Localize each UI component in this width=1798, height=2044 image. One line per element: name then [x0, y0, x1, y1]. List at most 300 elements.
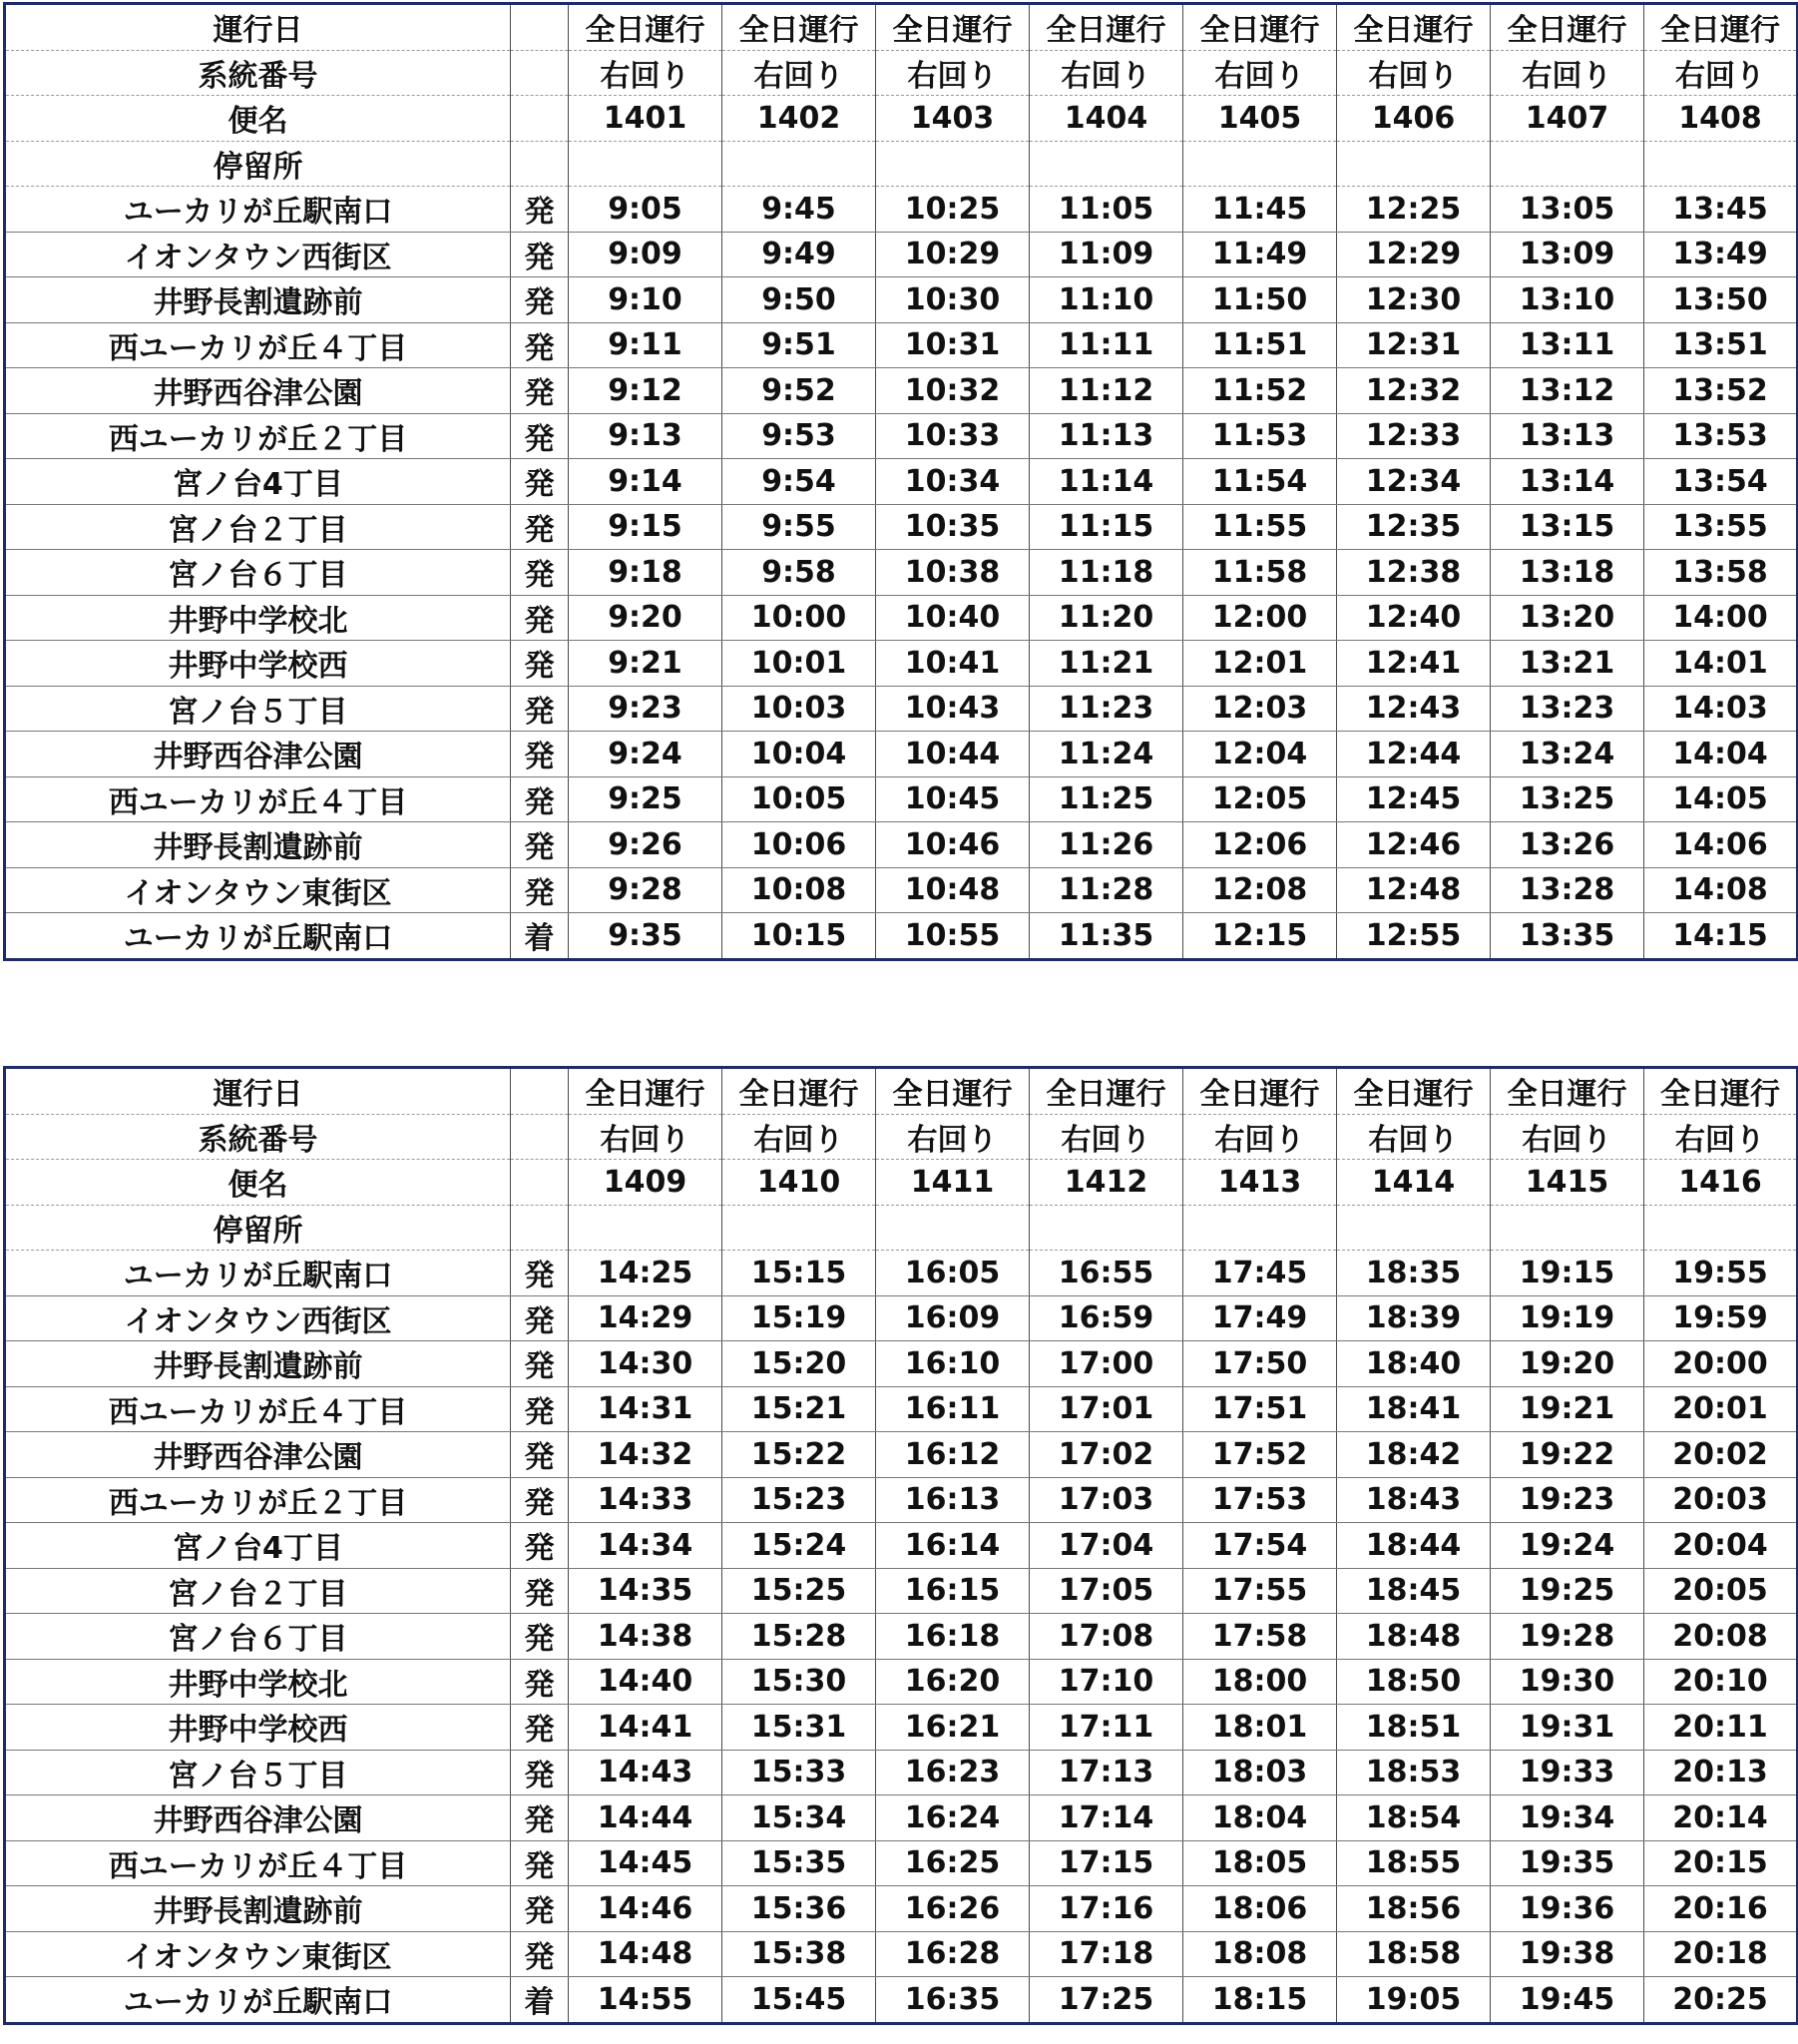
- time-cell: 20:05: [1644, 1568, 1798, 1614]
- stop-name: 宮ノ台２丁目: [5, 1568, 511, 1614]
- time-cell: 16:05: [876, 1251, 1030, 1296]
- stop-row: [5, 732, 1798, 777]
- time-cell: 9:14: [569, 459, 722, 505]
- time-cell: 18:56: [1337, 1886, 1491, 1932]
- time-cell: 18:54: [1337, 1795, 1491, 1841]
- time-cell: 16:10: [876, 1341, 1030, 1387]
- trip-day-cell: 全日運行: [569, 4, 722, 51]
- trip-trip-cell: 1412: [1030, 1160, 1183, 1206]
- trip-day-cell: 全日運行: [1183, 4, 1337, 51]
- time-cell: 10:45: [876, 776, 1030, 822]
- stop-name: イオンタウン東街区: [5, 867, 511, 913]
- departure-arrival-mark: 発: [511, 776, 569, 822]
- time-cell: 11:21: [1030, 641, 1183, 687]
- stop-name: 宮ノ台６丁目: [5, 1614, 511, 1660]
- empty-cell: [511, 96, 569, 142]
- time-cell: 12:41: [1337, 641, 1491, 687]
- time-cell: 12:06: [1183, 822, 1337, 868]
- time-cell: 14:30: [569, 1341, 722, 1387]
- time-cell: 15:36: [722, 1886, 876, 1932]
- time-cell: 16:21: [876, 1705, 1030, 1751]
- empty-cell: [1183, 1205, 1337, 1251]
- stop-row: [5, 232, 1798, 277]
- time-cell: 10:44: [876, 732, 1030, 777]
- time-cell: 18:00: [1183, 1659, 1337, 1705]
- time-cell: 10:30: [876, 277, 1030, 323]
- stop-row: [5, 867, 1798, 913]
- time-cell: 16:28: [876, 1931, 1030, 1977]
- departure-arrival-mark: 発: [511, 595, 569, 641]
- time-cell: 16:23: [876, 1750, 1030, 1795]
- time-cell: 10:15: [722, 913, 876, 960]
- departure-arrival-mark: 発: [511, 1750, 569, 1795]
- time-cell: 14:05: [1644, 776, 1798, 822]
- stop-name: 宮ノ台4丁目: [5, 1523, 511, 1569]
- time-cell: 14:06: [1644, 822, 1798, 868]
- stop-name: 井野長割遺跡前: [5, 1886, 511, 1932]
- time-cell: 17:00: [1030, 1341, 1183, 1387]
- stop-name: 井野中学校北: [5, 1659, 511, 1705]
- time-cell: 11:25: [1030, 776, 1183, 822]
- empty-cell: [1491, 141, 1644, 187]
- time-cell: 9:49: [722, 232, 876, 277]
- time-cell: 11:58: [1183, 550, 1337, 596]
- empty-cell: [722, 1205, 876, 1251]
- time-cell: 11:52: [1183, 368, 1337, 414]
- time-cell: 18:50: [1337, 1659, 1491, 1705]
- time-cell: 20:00: [1644, 1341, 1798, 1387]
- stop-row: [5, 1840, 1798, 1886]
- time-cell: 9:13: [569, 413, 722, 459]
- stop-name: イオンタウン西街区: [5, 1295, 511, 1341]
- time-cell: 19:59: [1644, 1295, 1798, 1341]
- trip-trip-cell: 1406: [1337, 96, 1491, 142]
- row-label: 運行日: [5, 4, 511, 51]
- time-cell: 16:13: [876, 1477, 1030, 1523]
- stop-row: [5, 1523, 1798, 1569]
- time-cell: 10:05: [722, 776, 876, 822]
- trip-route-cell: 右回り: [1183, 1114, 1337, 1160]
- empty-cell: [511, 1114, 569, 1160]
- time-cell: 10:25: [876, 187, 1030, 233]
- time-cell: 12:05: [1183, 776, 1337, 822]
- time-cell: 14:08: [1644, 867, 1798, 913]
- time-cell: 12:04: [1183, 732, 1337, 777]
- empty-cell: [1030, 141, 1183, 187]
- empty-cell: [876, 141, 1030, 187]
- trip-route-cell: 右回り: [1030, 1114, 1183, 1160]
- time-cell: 18:05: [1183, 1840, 1337, 1886]
- time-cell: 14:32: [569, 1432, 722, 1478]
- time-cell: 18:06: [1183, 1886, 1337, 1932]
- stop-row: [5, 504, 1798, 550]
- departure-arrival-mark: 発: [511, 232, 569, 277]
- time-cell: 13:12: [1491, 368, 1644, 414]
- time-cell: 20:15: [1644, 1840, 1798, 1886]
- time-cell: 12:25: [1337, 187, 1491, 233]
- time-cell: 10:00: [722, 595, 876, 641]
- time-cell: 19:20: [1491, 1341, 1644, 1387]
- time-cell: 13:23: [1491, 686, 1644, 732]
- time-cell: 13:53: [1644, 413, 1798, 459]
- stop-row: [5, 1795, 1798, 1841]
- time-cell: 13:09: [1491, 232, 1644, 277]
- stop-row: [5, 1886, 1798, 1932]
- departure-arrival-mark: 発: [511, 187, 569, 233]
- trip-route-cell: 右回り: [1491, 1114, 1644, 1160]
- time-cell: 9:45: [722, 187, 876, 233]
- time-cell: 12:55: [1337, 913, 1491, 960]
- time-cell: 18:53: [1337, 1750, 1491, 1795]
- trip-day-cell: 全日運行: [1337, 1068, 1491, 1115]
- time-cell: 9:51: [722, 322, 876, 368]
- stop-row: [5, 1432, 1798, 1478]
- trip-route-cell: 右回り: [569, 50, 722, 96]
- trip-day-cell: 全日運行: [1337, 4, 1491, 51]
- time-cell: 19:15: [1491, 1251, 1644, 1296]
- departure-arrival-mark: 発: [511, 1705, 569, 1751]
- empty-cell: [511, 50, 569, 96]
- time-cell: 12:45: [1337, 776, 1491, 822]
- trip-trip-cell: 1401: [569, 96, 722, 142]
- time-cell: 14:43: [569, 1750, 722, 1795]
- time-cell: 12:30: [1337, 277, 1491, 323]
- time-cell: 17:52: [1183, 1432, 1337, 1478]
- time-cell: 13:18: [1491, 550, 1644, 596]
- time-cell: 13:25: [1491, 776, 1644, 822]
- trip-day-cell: 全日運行: [876, 1068, 1030, 1115]
- time-cell: 11:28: [1030, 867, 1183, 913]
- time-cell: 10:48: [876, 867, 1030, 913]
- time-cell: 16:24: [876, 1795, 1030, 1841]
- time-cell: 9:52: [722, 368, 876, 414]
- time-cell: 12:29: [1337, 232, 1491, 277]
- stop-row: [5, 913, 1798, 960]
- time-cell: 15:21: [722, 1386, 876, 1432]
- time-cell: 9:55: [722, 504, 876, 550]
- time-cell: 11:50: [1183, 277, 1337, 323]
- stop-name: ユーカリが丘駅南口: [5, 187, 511, 233]
- time-cell: 10:38: [876, 550, 1030, 596]
- time-cell: 10:43: [876, 686, 1030, 732]
- trip-day-cell: 全日運行: [876, 4, 1030, 51]
- departure-arrival-mark: 発: [511, 686, 569, 732]
- time-cell: 18:39: [1337, 1295, 1491, 1341]
- row-label: 系統番号: [5, 1114, 511, 1160]
- time-cell: 11:20: [1030, 595, 1183, 641]
- time-cell: 15:22: [722, 1432, 876, 1478]
- departure-arrival-mark: 発: [511, 641, 569, 687]
- time-cell: 18:01: [1183, 1705, 1337, 1751]
- time-cell: 11:14: [1030, 459, 1183, 505]
- empty-cell: [1183, 141, 1337, 187]
- time-cell: 14:00: [1644, 595, 1798, 641]
- stop-name: 井野西谷津公園: [5, 732, 511, 777]
- time-cell: 13:11: [1491, 322, 1644, 368]
- stop-row: [5, 1977, 1798, 2024]
- time-cell: 12:33: [1337, 413, 1491, 459]
- time-cell: 14:55: [569, 1977, 722, 2024]
- time-cell: 14:04: [1644, 732, 1798, 777]
- stop-row: [5, 1659, 1798, 1705]
- stop-row: [5, 368, 1798, 414]
- trip-route-cell: 右回り: [1337, 50, 1491, 96]
- time-cell: 18:51: [1337, 1705, 1491, 1751]
- time-cell: 12:32: [1337, 368, 1491, 414]
- stop-name: 宮ノ台５丁目: [5, 686, 511, 732]
- time-cell: 12:15: [1183, 913, 1337, 960]
- time-cell: 11:45: [1183, 187, 1337, 233]
- stop-name: 井野中学校北: [5, 595, 511, 641]
- departure-arrival-mark: 発: [511, 1295, 569, 1341]
- time-cell: 16:12: [876, 1432, 1030, 1478]
- time-cell: 15:30: [722, 1659, 876, 1705]
- stop-name: ユーカリが丘駅南口: [5, 1251, 511, 1296]
- time-cell: 13:20: [1491, 595, 1644, 641]
- time-cell: 11:26: [1030, 822, 1183, 868]
- trip-route-cell: 右回り: [722, 1114, 876, 1160]
- departure-arrival-mark: 発: [511, 1341, 569, 1387]
- time-cell: 14:29: [569, 1295, 722, 1341]
- stop-name: 西ユーカリが丘４丁目: [5, 1386, 511, 1432]
- empty-cell: [569, 1205, 722, 1251]
- time-cell: 14:38: [569, 1614, 722, 1660]
- time-cell: 13:26: [1491, 822, 1644, 868]
- time-cell: 17:10: [1030, 1659, 1183, 1705]
- departure-arrival-mark: 発: [511, 277, 569, 323]
- time-cell: 20:18: [1644, 1931, 1798, 1977]
- departure-arrival-mark: 発: [511, 368, 569, 414]
- stop-row: [5, 1750, 1798, 1795]
- time-cell: 18:40: [1337, 1341, 1491, 1387]
- time-cell: 14:46: [569, 1886, 722, 1932]
- time-cell: 10:03: [722, 686, 876, 732]
- time-cell: 14:44: [569, 1795, 722, 1841]
- time-cell: 17:58: [1183, 1614, 1337, 1660]
- timetable-1: [3, 2, 1798, 961]
- time-cell: 17:51: [1183, 1386, 1337, 1432]
- trip-day-cell: 全日運行: [722, 4, 876, 51]
- time-cell: 9:12: [569, 368, 722, 414]
- time-cell: 9:50: [722, 277, 876, 323]
- departure-arrival-mark: 発: [511, 1523, 569, 1569]
- departure-arrival-mark: 発: [511, 1886, 569, 1932]
- time-cell: 15:19: [722, 1295, 876, 1341]
- stop-row: [5, 1614, 1798, 1660]
- time-cell: 10:41: [876, 641, 1030, 687]
- time-cell: 17:18: [1030, 1931, 1183, 1977]
- time-cell: 17:11: [1030, 1705, 1183, 1751]
- time-cell: 13:15: [1491, 504, 1644, 550]
- time-cell: 12:44: [1337, 732, 1491, 777]
- stop-row: [5, 1705, 1798, 1751]
- trip-trip-cell: 1415: [1491, 1160, 1644, 1206]
- time-cell: 9:25: [569, 776, 722, 822]
- row-label: 停留所: [5, 1205, 511, 1251]
- route-number-row: [5, 1114, 1798, 1160]
- departure-arrival-mark: 発: [511, 1477, 569, 1523]
- time-cell: 16:20: [876, 1659, 1030, 1705]
- time-cell: 9:26: [569, 822, 722, 868]
- trip-route-cell: 右回り: [1644, 1114, 1798, 1160]
- time-cell: 17:54: [1183, 1523, 1337, 1569]
- departure-arrival-mark: 発: [511, 1251, 569, 1296]
- time-cell: 19:38: [1491, 1931, 1644, 1977]
- time-cell: 17:04: [1030, 1523, 1183, 1569]
- empty-cell: [876, 1205, 1030, 1251]
- departure-arrival-mark: 発: [511, 1386, 569, 1432]
- stop-row: [5, 1568, 1798, 1614]
- time-cell: 12:43: [1337, 686, 1491, 732]
- time-cell: 20:03: [1644, 1477, 1798, 1523]
- trip-trip-cell: 1403: [876, 96, 1030, 142]
- time-cell: 12:38: [1337, 550, 1491, 596]
- time-cell: 18:04: [1183, 1795, 1337, 1841]
- stop-name: イオンタウン東街区: [5, 1931, 511, 1977]
- time-cell: 19:23: [1491, 1477, 1644, 1523]
- time-cell: 14:25: [569, 1251, 722, 1296]
- time-cell: 17:03: [1030, 1477, 1183, 1523]
- trip-day-cell: 全日運行: [1030, 1068, 1183, 1115]
- time-cell: 20:01: [1644, 1386, 1798, 1432]
- time-cell: 10:01: [722, 641, 876, 687]
- time-cell: 13:51: [1644, 322, 1798, 368]
- trip-route-cell: 右回り: [1644, 50, 1798, 96]
- departure-arrival-mark: 発: [511, 550, 569, 596]
- empty-cell: [1491, 1205, 1644, 1251]
- time-cell: 11:35: [1030, 913, 1183, 960]
- time-cell: 14:31: [569, 1386, 722, 1432]
- stop-name: 宮ノ台６丁目: [5, 550, 511, 596]
- trip-trip-cell: 1410: [722, 1160, 876, 1206]
- time-cell: 9:09: [569, 232, 722, 277]
- trip-name-row: [5, 1160, 1798, 1206]
- time-cell: 11:11: [1030, 322, 1183, 368]
- time-cell: 9:58: [722, 550, 876, 596]
- time-cell: 18:41: [1337, 1386, 1491, 1432]
- trip-day-cell: 全日運行: [1644, 4, 1798, 51]
- time-cell: 20:14: [1644, 1795, 1798, 1841]
- time-cell: 15:31: [722, 1705, 876, 1751]
- time-cell: 13:55: [1644, 504, 1798, 550]
- time-cell: 9:11: [569, 322, 722, 368]
- time-cell: 20:13: [1644, 1750, 1798, 1795]
- time-cell: 19:22: [1491, 1432, 1644, 1478]
- trip-day-cell: 全日運行: [1491, 1068, 1644, 1115]
- trip-day-cell: 全日運行: [1183, 1068, 1337, 1115]
- trip-day-cell: 全日運行: [569, 1068, 722, 1115]
- trip-trip-cell: 1402: [722, 96, 876, 142]
- time-cell: 10:08: [722, 867, 876, 913]
- time-cell: 19:55: [1644, 1251, 1798, 1296]
- time-cell: 11:18: [1030, 550, 1183, 596]
- time-cell: 14:34: [569, 1523, 722, 1569]
- time-cell: 20:16: [1644, 1886, 1798, 1932]
- timetable-2: [3, 1066, 1798, 2025]
- time-cell: 10:31: [876, 322, 1030, 368]
- time-cell: 19:21: [1491, 1386, 1644, 1432]
- time-cell: 9:10: [569, 277, 722, 323]
- time-cell: 19:24: [1491, 1523, 1644, 1569]
- stop-row: [5, 413, 1798, 459]
- time-cell: 19:05: [1337, 1977, 1491, 2024]
- stop-name: 井野西谷津公園: [5, 368, 511, 414]
- departure-arrival-mark: 発: [511, 1795, 569, 1841]
- time-cell: 11:13: [1030, 413, 1183, 459]
- stop-row: [5, 641, 1798, 687]
- time-cell: 11:10: [1030, 277, 1183, 323]
- trip-route-cell: 右回り: [876, 1114, 1030, 1160]
- time-cell: 17:16: [1030, 1886, 1183, 1932]
- time-cell: 17:08: [1030, 1614, 1183, 1660]
- trip-route-cell: 右回り: [1491, 50, 1644, 96]
- time-cell: 19:33: [1491, 1750, 1644, 1795]
- time-cell: 14:15: [1644, 913, 1798, 960]
- departure-arrival-mark: 着: [511, 913, 569, 960]
- stop-name: 宮ノ台4丁目: [5, 459, 511, 505]
- trip-route-cell: 右回り: [876, 50, 1030, 96]
- time-cell: 16:25: [876, 1840, 1030, 1886]
- time-cell: 10:06: [722, 822, 876, 868]
- trip-route-cell: 右回り: [569, 1114, 722, 1160]
- time-cell: 17:02: [1030, 1432, 1183, 1478]
- time-cell: 9:18: [569, 550, 722, 596]
- time-cell: 11:53: [1183, 413, 1337, 459]
- stop-name: ユーカリが丘駅南口: [5, 1977, 511, 2024]
- time-cell: 11:54: [1183, 459, 1337, 505]
- time-cell: 11:05: [1030, 187, 1183, 233]
- stop-row: [5, 686, 1798, 732]
- time-cell: 13:54: [1644, 459, 1798, 505]
- time-cell: 11:09: [1030, 232, 1183, 277]
- time-cell: 9:35: [569, 913, 722, 960]
- operation-day-row: [5, 4, 1798, 51]
- row-label: 停留所: [5, 141, 511, 187]
- time-cell: 14:48: [569, 1931, 722, 1977]
- time-cell: 14:45: [569, 1840, 722, 1886]
- time-cell: 12:01: [1183, 641, 1337, 687]
- trip-trip-cell: 1407: [1491, 96, 1644, 142]
- time-cell: 19:35: [1491, 1840, 1644, 1886]
- stop-row: [5, 776, 1798, 822]
- time-cell: 19:25: [1491, 1568, 1644, 1614]
- trip-trip-cell: 1413: [1183, 1160, 1337, 1206]
- time-cell: 16:26: [876, 1886, 1030, 1932]
- departure-arrival-mark: 着: [511, 1977, 569, 2024]
- trip-trip-cell: 1414: [1337, 1160, 1491, 1206]
- stop-row: [5, 1295, 1798, 1341]
- time-cell: 9:05: [569, 187, 722, 233]
- stop-row: [5, 1477, 1798, 1523]
- time-cell: 15:28: [722, 1614, 876, 1660]
- time-cell: 16:09: [876, 1295, 1030, 1341]
- stop-row: [5, 1386, 1798, 1432]
- time-cell: 19:19: [1491, 1295, 1644, 1341]
- trip-route-cell: 右回り: [1030, 50, 1183, 96]
- stop-name: 西ユーカリが丘４丁目: [5, 776, 511, 822]
- time-cell: 16:14: [876, 1523, 1030, 1569]
- time-cell: 15:24: [722, 1523, 876, 1569]
- trip-name-row: [5, 96, 1798, 142]
- time-cell: 20:08: [1644, 1614, 1798, 1660]
- empty-cell: [511, 1160, 569, 1206]
- time-cell: 16:35: [876, 1977, 1030, 2024]
- time-cell: 19:36: [1491, 1886, 1644, 1932]
- time-cell: 17:49: [1183, 1295, 1337, 1341]
- empty-cell: [1030, 1205, 1183, 1251]
- time-cell: 15:45: [722, 1977, 876, 2024]
- time-cell: 19:45: [1491, 1977, 1644, 2024]
